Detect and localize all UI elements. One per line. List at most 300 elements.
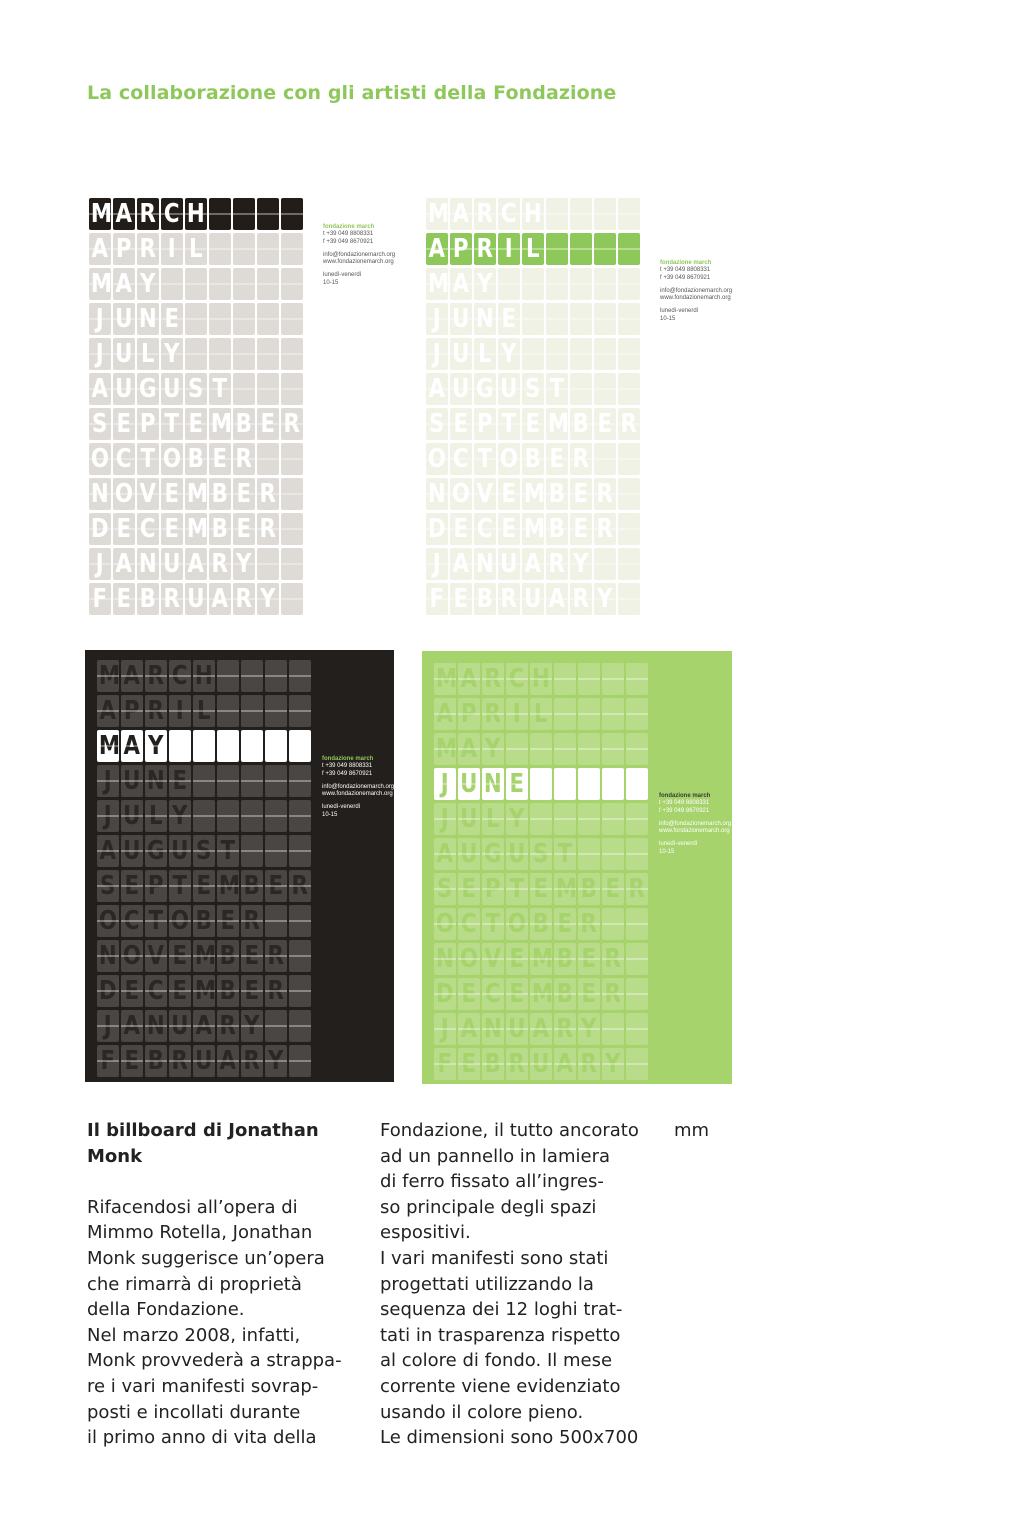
section-heading: La collaborazione con gli artisti della Fondazione xyxy=(87,82,617,104)
flap-letter: N xyxy=(146,1011,165,1041)
flap-tile xyxy=(618,303,640,335)
flap-tile xyxy=(217,870,239,902)
month-row-june xyxy=(434,768,650,800)
flap-letter: R xyxy=(259,479,276,509)
flap-tile xyxy=(241,765,263,797)
flap-letter: J xyxy=(432,304,441,334)
flap-letter: U xyxy=(452,304,470,334)
flap-tile xyxy=(450,478,472,510)
flap-tile xyxy=(193,905,215,937)
flap-letter: V xyxy=(139,479,157,509)
month-row-may xyxy=(426,268,642,300)
contact-phone: t +39 049 8808331 xyxy=(660,267,711,274)
flap-tile xyxy=(145,730,167,762)
flap-letter: E xyxy=(549,444,565,474)
flap-tile xyxy=(458,733,480,765)
flap-tile xyxy=(89,478,111,510)
flap-tile xyxy=(209,338,231,370)
flap-letter: C xyxy=(115,444,132,474)
flap-tile xyxy=(474,233,496,265)
flap-tile xyxy=(145,800,167,832)
flap-tile xyxy=(522,408,544,440)
flap-letter: N xyxy=(138,304,157,334)
flap-letter: O xyxy=(507,909,527,939)
flap-tile xyxy=(161,443,183,475)
flap-tile xyxy=(217,1045,239,1077)
flap-tile xyxy=(626,978,648,1010)
flap-tile xyxy=(474,583,496,615)
flap-letter: E xyxy=(461,1049,477,1079)
flap-letter: T xyxy=(220,836,236,866)
flap-tile xyxy=(530,1048,552,1080)
flap-letter: J xyxy=(103,766,112,796)
text-line: Le dimensioni sono 500x700 xyxy=(380,1427,639,1449)
flap-tile xyxy=(578,838,600,870)
flap-tile xyxy=(570,583,592,615)
flap-letter: L xyxy=(196,696,211,726)
flap-tile xyxy=(554,978,576,1010)
flap-tile xyxy=(217,765,239,797)
contact-phone: t +39 049 8808331 xyxy=(323,231,374,238)
flap-letter: E xyxy=(533,874,549,904)
flap-letter: R xyxy=(596,514,613,544)
contact-block xyxy=(659,793,731,856)
text-line: progettati utilizzando la xyxy=(380,1273,594,1295)
month-row-january xyxy=(97,1010,313,1042)
flap-letter: H xyxy=(186,199,205,229)
flap-tile xyxy=(474,303,496,335)
flap-letter: B xyxy=(580,874,597,904)
flap-letter: R xyxy=(484,699,501,729)
flap-tile xyxy=(193,975,215,1007)
flap-tile xyxy=(289,1010,311,1042)
flap-tile xyxy=(241,800,263,832)
flap-letter: U xyxy=(123,801,141,831)
flap-letter: J xyxy=(103,801,112,831)
flap-tile xyxy=(458,663,480,695)
flap-tile xyxy=(289,1045,311,1077)
month-row-june xyxy=(97,765,313,797)
flap-letter: A xyxy=(115,199,133,229)
flap-letter: O xyxy=(90,444,110,474)
flap-letter: O xyxy=(427,444,447,474)
flap-tile xyxy=(169,870,191,902)
flap-letter: B xyxy=(211,514,228,544)
flap-letter: J xyxy=(432,549,441,579)
flap-tile xyxy=(554,733,576,765)
flap-tile xyxy=(594,373,616,405)
flap-tile xyxy=(97,940,119,972)
flap-tile xyxy=(121,660,143,692)
flap-letter: E xyxy=(116,409,132,439)
flap-tile xyxy=(426,443,448,475)
text-line: re i vari manifesti sovrap- xyxy=(87,1375,319,1397)
flap-tile xyxy=(546,548,568,580)
flap-tile xyxy=(289,660,311,692)
flap-tile xyxy=(89,268,111,300)
flap-tile xyxy=(121,1010,143,1042)
flap-letter: G xyxy=(146,836,165,866)
month-row-june xyxy=(89,303,305,335)
flap-tile xyxy=(121,695,143,727)
flap-letter: A xyxy=(460,1014,478,1044)
flap-tile xyxy=(482,1013,504,1045)
flap-tile xyxy=(458,978,480,1010)
poster-june xyxy=(422,651,732,1084)
month-row-september xyxy=(426,408,642,440)
flap-letter: L xyxy=(477,339,492,369)
flap-letter: R xyxy=(556,1014,573,1044)
flap-tile xyxy=(602,1013,624,1045)
flap-letter: O xyxy=(162,444,182,474)
caption-line: Monk xyxy=(87,1145,143,1167)
flap-letter: R xyxy=(484,664,501,694)
flap-letter: A xyxy=(195,1011,213,1041)
text-line: I vari manifesti sono stati xyxy=(380,1247,609,1269)
flap-letter: U xyxy=(452,339,470,369)
flap-letter: T xyxy=(477,444,493,474)
flap-tile xyxy=(522,303,544,335)
flap-tile xyxy=(482,908,504,940)
contact-email: info@fondazionemarch.org xyxy=(323,251,396,258)
flap-letter: A xyxy=(532,1014,550,1044)
flap-tile xyxy=(121,905,143,937)
contact-fax: f +39 049 8670921 xyxy=(660,274,711,281)
flap-tile xyxy=(169,835,191,867)
flap-tile xyxy=(434,943,456,975)
month-row-january xyxy=(426,548,642,580)
flap-tile xyxy=(217,940,239,972)
flap-tile xyxy=(241,1045,263,1077)
flap-letter: E xyxy=(164,479,180,509)
flap-letter: B xyxy=(219,976,236,1006)
flap-tile xyxy=(434,803,456,835)
flap-tile xyxy=(474,268,496,300)
flap-letter: J xyxy=(95,549,104,579)
contact-web: www.fondazionemarch.org xyxy=(660,295,731,302)
flap-tile xyxy=(209,513,231,545)
flap-tile xyxy=(145,975,167,1007)
flap-tile xyxy=(426,338,448,370)
flap-tile xyxy=(145,1045,167,1077)
flap-tile xyxy=(97,1045,119,1077)
flap-letter: M xyxy=(435,734,458,764)
flap-tile xyxy=(594,513,616,545)
flap-tile xyxy=(426,303,448,335)
flap-tile xyxy=(281,583,303,615)
flap-tile xyxy=(570,373,592,405)
flap-tile xyxy=(434,768,456,800)
month-row-november xyxy=(434,943,650,975)
flap-tile xyxy=(626,838,648,870)
text-line: Nel marzo 2008, infatti, xyxy=(87,1324,301,1346)
flap-tile xyxy=(193,660,215,692)
flap-tile xyxy=(193,765,215,797)
flap-letter: R xyxy=(243,1046,260,1076)
flap-tile xyxy=(193,870,215,902)
flap-letter: J xyxy=(440,769,449,799)
flap-tile xyxy=(434,733,456,765)
flap-letter: E xyxy=(461,874,477,904)
flap-tile xyxy=(522,443,544,475)
flap-letter: A xyxy=(123,1011,141,1041)
text-line: di ferro fissato all’ingres- xyxy=(380,1171,604,1193)
flap-tile xyxy=(217,1010,239,1042)
flap-letter: L xyxy=(533,699,548,729)
flap-tile xyxy=(185,303,207,335)
flap-tile xyxy=(281,268,303,300)
flap-tile xyxy=(209,198,231,230)
flap-tile xyxy=(450,338,472,370)
flap-letter: M xyxy=(194,941,217,971)
flap-tile xyxy=(594,408,616,440)
flap-letter: P xyxy=(115,234,132,264)
flap-letter: R xyxy=(628,874,645,904)
flap-letter: U xyxy=(532,1049,550,1079)
flap-tile xyxy=(474,373,496,405)
flap-tile xyxy=(265,1010,287,1042)
flap-tile xyxy=(458,908,480,940)
flap-letter: A xyxy=(219,1046,237,1076)
flap-tile xyxy=(265,660,287,692)
flap-letter: R xyxy=(596,479,613,509)
flap-tile xyxy=(578,733,600,765)
flap-tile xyxy=(498,408,520,440)
flap-letter: P xyxy=(139,409,156,439)
flap-tile xyxy=(570,233,592,265)
flap-letter: F xyxy=(100,1046,116,1076)
flap-tile xyxy=(426,513,448,545)
flap-letter: B xyxy=(147,1046,164,1076)
month-board xyxy=(89,198,309,618)
flap-letter: C xyxy=(508,664,525,694)
flap-letter: E xyxy=(573,479,589,509)
month-row-july xyxy=(426,338,642,370)
flap-letter: N xyxy=(475,549,494,579)
flap-letter: M xyxy=(98,731,121,761)
flap-tile xyxy=(113,233,135,265)
flap-tile xyxy=(185,478,207,510)
flap-letter: H xyxy=(194,661,213,691)
flap-tile xyxy=(265,730,287,762)
caption-line: Il billboard di Jonathan xyxy=(87,1120,319,1141)
flap-tile xyxy=(209,303,231,335)
flap-letter: F xyxy=(92,584,108,614)
month-row-march xyxy=(426,198,642,230)
month-row-december xyxy=(97,975,313,1007)
flap-tile xyxy=(265,765,287,797)
flap-tile xyxy=(265,975,287,1007)
flap-letter: E xyxy=(172,766,188,796)
flap-tile xyxy=(121,870,143,902)
month-row-august xyxy=(426,373,642,405)
flap-letter: A xyxy=(91,234,109,264)
flap-tile xyxy=(594,268,616,300)
flap-tile xyxy=(113,443,135,475)
flap-letter: U xyxy=(187,584,205,614)
flap-tile xyxy=(626,908,648,940)
flap-tile xyxy=(554,873,576,905)
flap-tile xyxy=(530,908,552,940)
flap-tile xyxy=(426,548,448,580)
flap-tile xyxy=(233,233,255,265)
flap-letter: D xyxy=(435,979,454,1009)
flap-tile xyxy=(530,733,552,765)
flap-letter: R xyxy=(580,909,597,939)
flap-tile xyxy=(434,663,456,695)
flap-letter: E xyxy=(509,769,525,799)
flap-letter: C xyxy=(500,199,517,229)
flap-tile xyxy=(474,443,496,475)
flap-tile xyxy=(281,338,303,370)
flap-tile xyxy=(233,478,255,510)
flap-letter: S xyxy=(533,839,549,869)
flap-tile xyxy=(257,233,279,265)
flap-letter: B xyxy=(139,584,156,614)
flap-tile xyxy=(193,940,215,972)
flap-tile xyxy=(498,338,520,370)
flap-tile xyxy=(618,338,640,370)
flap-letter: N xyxy=(146,766,165,796)
flap-tile xyxy=(482,768,504,800)
flap-tile xyxy=(89,513,111,545)
flap-tile xyxy=(530,768,552,800)
flap-letter: C xyxy=(147,976,164,1006)
month-row-august xyxy=(89,373,305,405)
flap-letter: C xyxy=(123,906,140,936)
flap-letter: U xyxy=(460,839,478,869)
flap-tile xyxy=(97,905,119,937)
flap-tile xyxy=(434,1048,456,1080)
flap-letter: A xyxy=(460,734,478,764)
flap-letter: R xyxy=(291,871,308,901)
flap-tile xyxy=(113,478,135,510)
flap-tile xyxy=(185,443,207,475)
flap-letter: D xyxy=(98,976,117,1006)
flap-letter: E xyxy=(509,979,525,1009)
flap-tile xyxy=(554,1013,576,1045)
flap-tile xyxy=(546,268,568,300)
flap-tile xyxy=(482,978,504,1010)
month-row-august xyxy=(97,835,313,867)
flap-letter: P xyxy=(484,874,501,904)
flap-letter: E xyxy=(525,409,541,439)
flap-letter: I xyxy=(175,696,184,726)
flap-tile xyxy=(626,733,648,765)
month-row-september xyxy=(434,873,650,905)
month-row-april xyxy=(89,233,305,265)
flap-letter: E xyxy=(453,584,469,614)
flap-tile xyxy=(257,338,279,370)
text-line: Monk suggerisce un’opera xyxy=(87,1247,325,1269)
flap-tile xyxy=(570,198,592,230)
flap-tile xyxy=(233,373,255,405)
flap-letter: C xyxy=(171,661,188,691)
flap-letter: H xyxy=(531,664,550,694)
flap-tile xyxy=(618,548,640,580)
contact-web: www.fondazionemarch.org xyxy=(659,828,730,835)
flap-tile xyxy=(89,303,111,335)
flap-tile xyxy=(217,660,239,692)
month-row-may xyxy=(97,730,313,762)
month-row-september xyxy=(89,408,305,440)
flap-tile xyxy=(626,1013,648,1045)
month-row-january xyxy=(89,548,305,580)
flap-tile xyxy=(530,943,552,975)
flap-letter: U xyxy=(123,836,141,866)
flap-tile xyxy=(458,838,480,870)
flap-letter: C xyxy=(460,909,477,939)
month-row-june xyxy=(426,303,642,335)
flap-tile xyxy=(185,408,207,440)
flap-tile xyxy=(89,338,111,370)
flap-letter: L xyxy=(485,804,500,834)
flap-tile xyxy=(570,338,592,370)
flap-letter: A xyxy=(123,661,141,691)
text-line: mm xyxy=(674,1120,710,1141)
flap-letter: E xyxy=(605,874,621,904)
month-row-may xyxy=(434,733,650,765)
contact-block xyxy=(323,224,395,287)
flap-letter: L xyxy=(148,801,163,831)
flap-letter: I xyxy=(167,234,176,264)
flap-tile xyxy=(281,548,303,580)
flap-tile xyxy=(522,478,544,510)
flap-tile xyxy=(458,1013,480,1045)
article-caption xyxy=(87,1118,342,1169)
flap-tile xyxy=(89,233,111,265)
flap-letter: M xyxy=(555,874,578,904)
flap-tile xyxy=(602,733,624,765)
flap-tile xyxy=(474,408,496,440)
flap-letter: A xyxy=(91,374,109,404)
flap-tile xyxy=(498,268,520,300)
flap-tile xyxy=(546,373,568,405)
month-row-february xyxy=(434,1048,650,1080)
flap-tile xyxy=(570,478,592,510)
flap-tile xyxy=(554,908,576,940)
flap-tile xyxy=(474,198,496,230)
flap-letter: P xyxy=(452,234,469,264)
flap-tile xyxy=(554,698,576,730)
flap-letter: R xyxy=(163,584,180,614)
text-line: che rimarrà di proprietà xyxy=(87,1273,302,1295)
month-row-september xyxy=(97,870,313,902)
month-board xyxy=(426,198,646,618)
flap-tile xyxy=(209,548,231,580)
flap-tile xyxy=(257,513,279,545)
contact-email: info@fondazionemarch.org xyxy=(659,820,732,827)
flap-letter: R xyxy=(572,584,589,614)
flap-tile xyxy=(233,513,255,545)
flap-tile xyxy=(522,233,544,265)
flap-tile xyxy=(498,513,520,545)
flap-tile xyxy=(618,408,640,440)
flap-tile xyxy=(185,583,207,615)
flap-letter: A xyxy=(436,699,454,729)
flap-letter: J xyxy=(103,1011,112,1041)
flap-tile xyxy=(281,443,303,475)
flap-tile xyxy=(570,408,592,440)
flap-tile xyxy=(169,905,191,937)
flap-tile xyxy=(89,198,111,230)
flap-tile xyxy=(626,663,648,695)
flap-letter: G xyxy=(138,374,157,404)
flap-letter: E xyxy=(220,906,236,936)
flap-letter: T xyxy=(509,874,525,904)
flap-tile xyxy=(450,198,472,230)
flap-letter: B xyxy=(556,944,573,974)
